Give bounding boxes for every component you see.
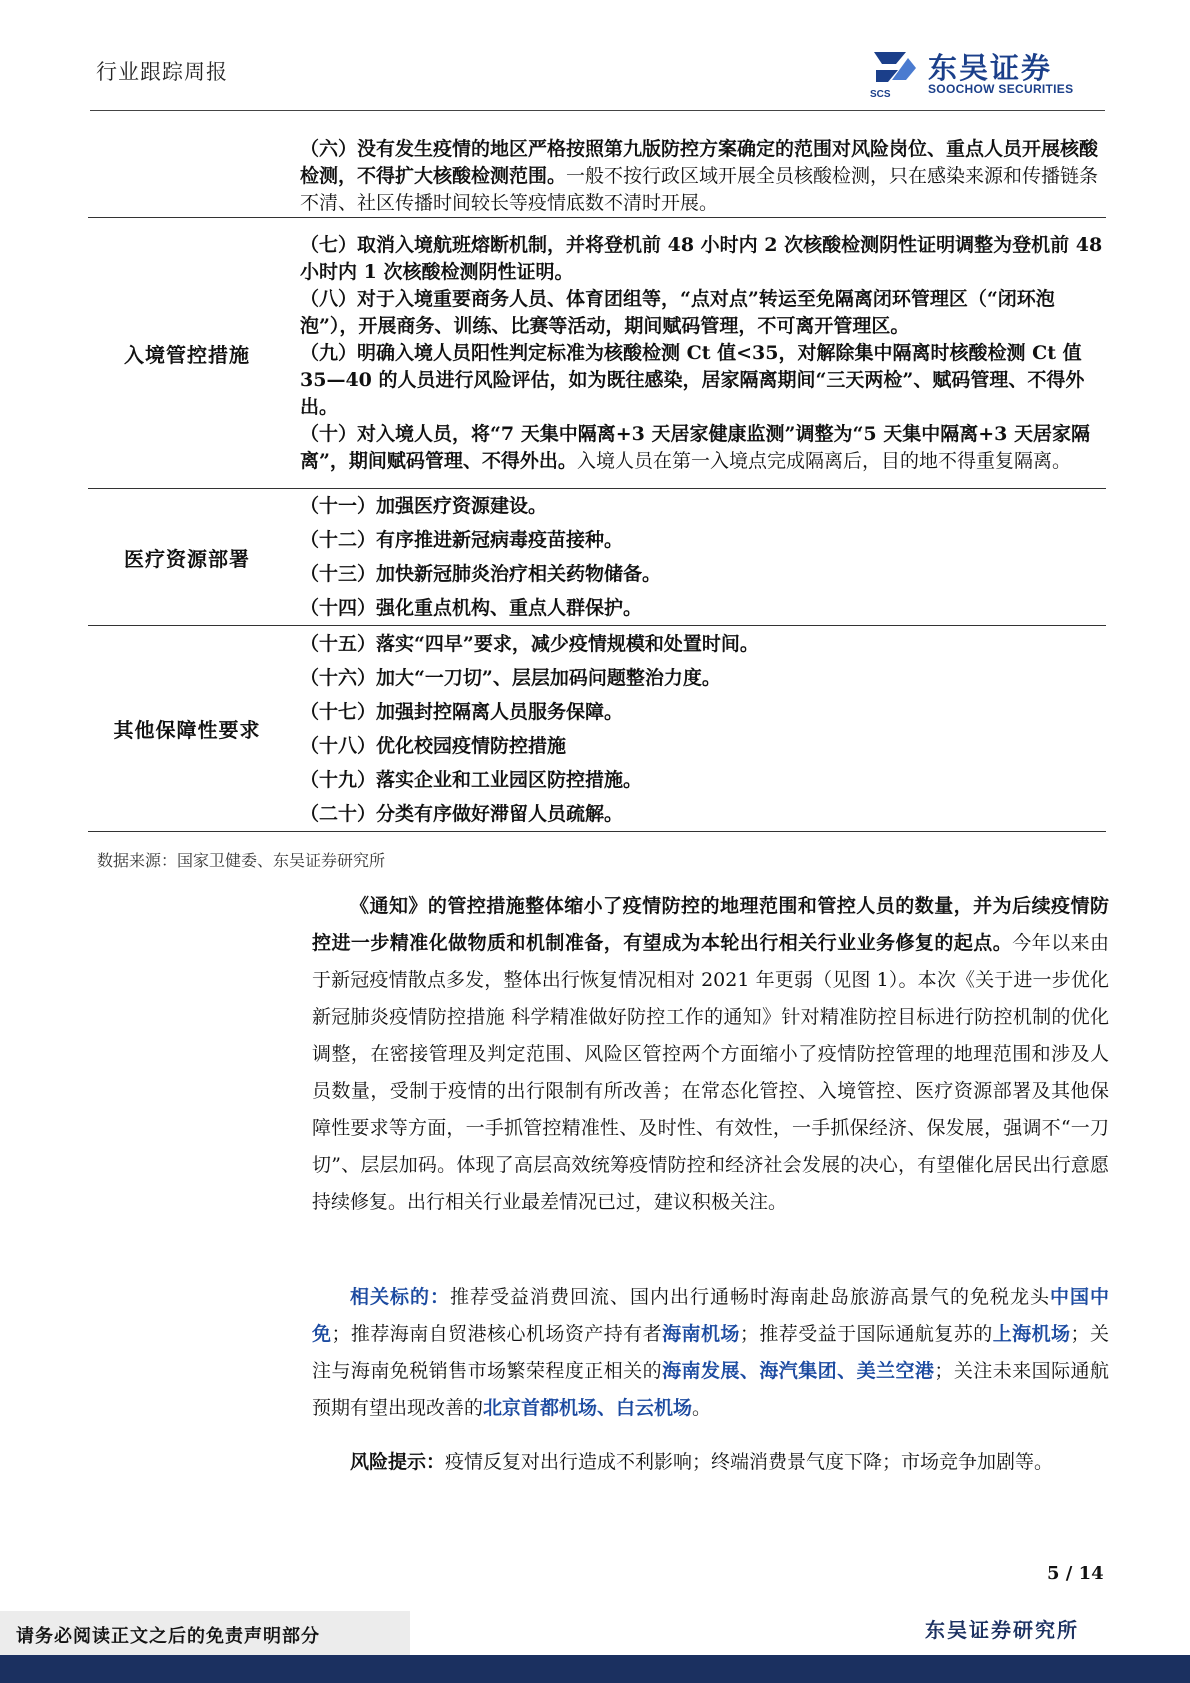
measure-item-14: （十四）强化重点机构、重点人群保护。 bbox=[300, 597, 643, 619]
stock-link[interactable]: 中国中免 bbox=[312, 1286, 1109, 1345]
category-entry-control: 入境管控措施 bbox=[88, 218, 286, 489]
footer-org-name: 东吴证券研究所 bbox=[925, 1618, 1079, 1642]
analysis-detail: 今年以来由于新冠疫情散点多发，整体出行恢复情况相对 2021 年更弱（见图 1）。本次《关于进一步优化新冠肺炎疫情防控措施 科学精准做好防控工作的通知》针对精准防控目标进行防控机制的优化调整，在密接管理及判定范围、风险区管控两个方面缩小了疫情防控管理的地理范围和涉及人员数量，受制于疫情的出行限制有所改善；在常态化管控、入境管控、医疗资源部署及其他保障性要求等方面，一手抓管控精准性、及时性、有效性，一手抓保经济、保发展，强调不“一刀切”、层层加码。体现了高层高效统筹疫情防控和经济社会发展的决心，有望催化居民出行意愿持续修复。出行相关行业最差情况已过，建议积极关注。 bbox=[312, 932, 1109, 1213]
report-type-title: 行业跟踪周报 bbox=[96, 60, 228, 84]
measure-item-16: （十六）加大“一刀切”、层层加码问题整治力度。 bbox=[300, 666, 721, 689]
measure-item-6: （六）没有发生疫情的地区严格按照第九版防控方案确定的范围对风险岗位、重点人员开展核酸检测，不得扩大核酸检测范围。一般不按行政区域开展全员核酸检测，只在感染来源和传播链条不清、社区传播时间较长等疫情底数不清时开展。 bbox=[300, 138, 1099, 214]
table-items-cell bbox=[286, 626, 1106, 832]
stock-link[interactable]: 北京首都机场、白云机场 bbox=[483, 1397, 693, 1419]
category-other-requirements: 其他保障性要求 bbox=[88, 626, 286, 832]
data-source-note: 数据来源：国家卫健委、东吴证券研究所 bbox=[97, 851, 386, 870]
measure-item-7: （七）取消入境航班熔断机制，并将登机前 48 小时内 2 次核酸检测阴性证明调整为登机前 48 小时内 1 次核酸检测阴性证明。 bbox=[300, 233, 1103, 283]
table-items-cell bbox=[286, 218, 1106, 489]
category-medical-resources: 医疗资源部署 bbox=[88, 489, 286, 626]
footer-disclaimer-box bbox=[0, 1611, 410, 1655]
table-row-medical bbox=[88, 489, 1106, 626]
measure-item-11: （十一）加强医疗资源建设。 bbox=[300, 495, 548, 517]
table-row-carryover bbox=[88, 136, 1106, 218]
measure-item-18: （十八）优化校园疫情防控措施 bbox=[300, 734, 567, 757]
company-logo bbox=[868, 46, 1100, 102]
stock-link[interactable]: 海南机场 bbox=[662, 1323, 740, 1345]
measure-item-13: （十三）加快新冠肺炎治疗相关药物储备。 bbox=[300, 563, 662, 585]
page-number: 5 / 14 bbox=[1047, 1563, 1104, 1584]
analysis-paragraph bbox=[312, 888, 1109, 1221]
policy-table bbox=[88, 136, 1106, 832]
stock-link[interactable]: 上海机场 bbox=[992, 1323, 1071, 1345]
measure-item-10: （十）对入境人员，将“7 天集中隔离+3 天居家健康监测”调整为“5 天集中隔离+3 天居家隔离”，期间赋码管理、不得外出。入境人员在第一入境点完成隔离后，目的地不得重复隔离。 bbox=[300, 422, 1090, 472]
related-stocks-paragraph: 相关标的：推荐受益消费回流、国内出行通畅时海南赴岛旅游高景气的免税龙头中国中免；推荐海南自贸港核心机场资产持有者海南机场；推荐受益于国际通航复苏的上海机场；关注与海南免税销售市场繁荣程度正相关的海南发展、海汽集团、美兰空港；关注未来国际通航预期有望出现改善的北京首都机场、白云机场。 bbox=[312, 1286, 1109, 1419]
table-items-cell bbox=[286, 489, 1106, 626]
logo-name-en: SOOCHOW SECURITIES bbox=[928, 82, 1074, 96]
table-row-entry bbox=[88, 218, 1106, 489]
measure-item-12: （十二）有序推进新冠病毒疫苗接种。 bbox=[300, 529, 624, 551]
table-row-other bbox=[88, 626, 1106, 832]
logo-name-cn: 东吴证券 bbox=[928, 51, 1053, 85]
measure-item-8: （八）对于入境重要商务人员、体育团组等，“点对点”转运至免隔离闭环管理区（“闭环泡泡”），开展商务、训练、比赛等活动，期间赋码管理，不可离开管理区。 bbox=[300, 287, 1055, 337]
measure-item-17: （十七）加强封控隔离人员服务保障。 bbox=[300, 700, 624, 723]
table-category-cell bbox=[88, 136, 286, 218]
logo-mark-text: SCS bbox=[870, 89, 891, 100]
scs-logo-icon bbox=[868, 46, 922, 100]
measure-item-9: （九）明确入境人员阳性判定标准为核酸检测 Ct 值<35，对解除集中隔离时核酸检测 Ct 值 35—40 的人员进行风险评估，如为既往感染，居家隔离期间“三天两检”、赋码管理、不得外出。 bbox=[300, 341, 1085, 418]
analysis-summary: 《通知》的管控措施整体缩小了疫情防控的地理范围和管控人员的数量，并为后续疫情防控进一步精准化做物质和机制准备，有望成为本轮出行相关行业业务修复的起点。 bbox=[312, 895, 1109, 954]
risk-warning-paragraph: 风险提示：疫情反复对出行造成不利影响；终端消费景气度下降；市场竞争加剧等。 bbox=[350, 1451, 1054, 1473]
table-items-cell bbox=[286, 136, 1106, 218]
header-divider bbox=[90, 110, 1105, 111]
footer-disclaimer: 请务必阅读正文之后的免责声明部分 bbox=[16, 1626, 320, 1647]
stock-link[interactable]: 海南发展、海汽集团、美兰空港 bbox=[662, 1360, 935, 1382]
footer-bar bbox=[0, 1655, 1190, 1683]
measure-item-19: （十九）落实企业和工业园区防控措施。 bbox=[300, 768, 643, 791]
measure-item-15: （十五）落实“四早”要求，减少疫情规模和处置时间。 bbox=[300, 632, 759, 655]
measure-item-20: （二十）分类有序做好滞留人员疏解。 bbox=[300, 802, 624, 825]
